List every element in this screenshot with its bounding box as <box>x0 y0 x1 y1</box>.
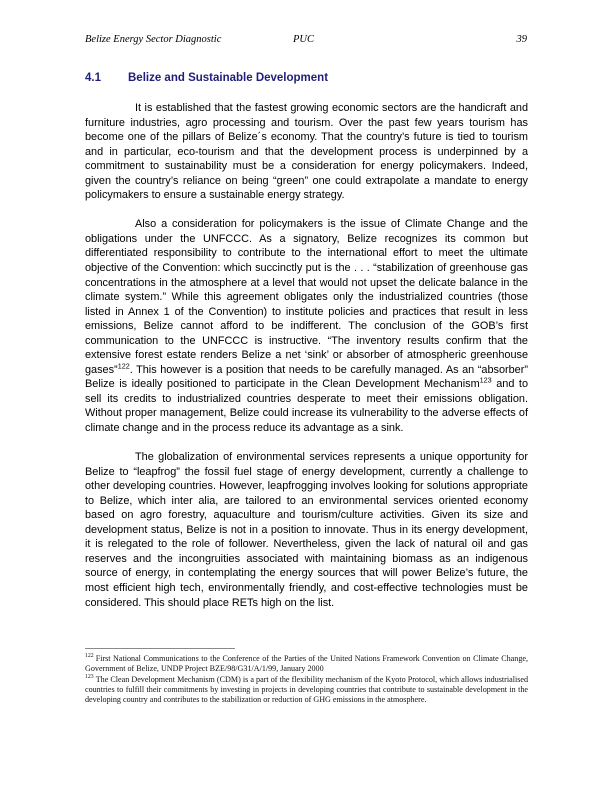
running-header <box>85 34 527 48</box>
footnote-marker: 122 <box>85 653 94 660</box>
paragraph-2 <box>85 217 528 435</box>
section-heading <box>85 72 527 84</box>
footnote-item <box>85 675 528 706</box>
paragraph-2-part-b: . This however is a position that needs to be carefully managed. As an “absorber” Belize is ideally positioned to participate in the Clean Development Mechanism <box>85 363 528 391</box>
footnote-marker: 123 <box>85 674 94 681</box>
header-organization: PUC <box>293 34 314 45</box>
footnote-item <box>85 654 528 674</box>
footnote-reference-122: 122 <box>117 361 130 371</box>
footnote-reference-123: 123 <box>479 375 492 385</box>
paragraph-1: It is established that the fastest growing economic sectors are the handicraft and furniture industries, agro processing and tourism. Over the past few years tourism has become one of the pillars of Belize´s economy. That the country’s future is tied to tourism and in particular, eco-tourism and that the development process is underpinned by a commitment to sustainability must be a consideration for energy policymakers. Indeed, given the country’s reliance on being “green” one could extrapolate a mandate to energy policymakers to ensure a sustainable energy strategy. <box>85 102 528 202</box>
page-number: 39 <box>516 34 527 45</box>
paragraph-3: The globalization of environmental services represents a unique opportunity for Belize to “leapfrog” the fossil fuel stage of energy development, currently a challenge to other developing countries. However, leapfrogging involves looking for solutions appropriate to Belize, which inter alia, are tailored to an environmental services oriented economy based on agro forestry, aquaculture and tourism/culture activities. Given its size and development status, Belize is not in a position to innovate. Thus in its energy development, it is relegated to the role of follower. Nevertheless, given the lack of natural oil and gas reserves and the incongruities associated with maintaining biomass as an indigenous source of energy, in contemplating the energy sources that will power Belize’s future, the most efficient high tech, environmentally friendly, and cost-effective technologies must be considered. This should place RETs high on the list. <box>85 451 528 609</box>
footnote-area <box>85 648 528 706</box>
paragraph-2-part-c: and to sell its credits to industrialized countries desperate to meet their emissions obligation. Without proper management, Belize could increase its vulnerability to the adverse effects of climate change and in the process reduce its advantage as a sink. <box>85 378 528 434</box>
paragraph-2-part-a: Also a consideration for policymakers is the issue of Climate Change and the obligations under the UNFCCC. As a signatory, Belize recognizes its common but differentiated responsibility to contribute to the international effort to meet the ultimate objective of the Convention: which succinctly put is the . . . “stabilization of greenhouse gas concentrations in the atmosphere at a level that would not upset the delicate balance in the climate system.” While this agreement obligates only the industrialized countries (those listed in Annex 1 of the Convention) to institute policies and practices that result in less emissions, Belize cannot afford to be indifferent. The conclusion of the GOB’s first communication to the UNFCCC is instructive. “The inventory results confirm that the extensive forest estate renders Belize a net ‘sink’ or absorber of atmospheric greenhouse gases” <box>85 218 528 376</box>
footnote-text: First National Communications to the Conference of the Parties of the United Nations Framework Convention on Climate Change, Government of Belize, UNDP Project BZE/98/G31/A/1/99, January 2000 <box>85 654 528 674</box>
section-title: Belize and Sustainable Development <box>128 72 329 84</box>
footnote-text: The Clean Development Mechanism (CDM) is a part of the flexibility mechanism of the Kyoto Protocol, which allows industrialised countries to fulfill their commitments by investing in projects in developing countries that contribute to sustainable development in the developing country and contributes to the stabilization or reduction of GHG emissions in the atmosphere. <box>85 674 528 705</box>
section-number: 4.1 <box>85 72 101 84</box>
footnote-separator <box>85 648 235 649</box>
header-document-title: Belize Energy Sector Diagnostic <box>85 34 222 45</box>
body-text <box>85 101 528 610</box>
